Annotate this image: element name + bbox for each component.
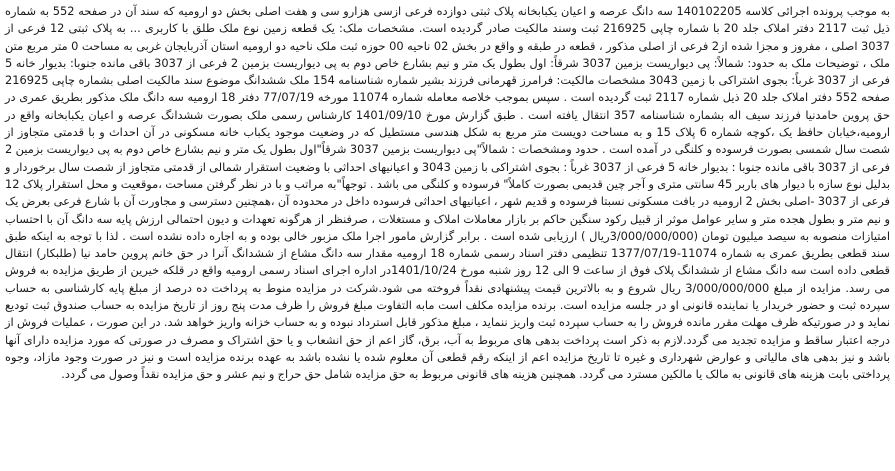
notice-body-text: به موجب پرونده اجرائی کلاسه 140102205 سه دانگ عرصه و اعیان یکبابخانه پلاک ثبتی دوازده فرعی ازسی هزارو سی و هفت اصلی بخش دو ارومیه که سند آن در صفحه 552 به شماره ذیل ثبت 2117 دفتر املاک جلد 20 با شماره چاپی 216925 ثبت وسند مالکیت صادر گردیده است. مشخصات ملک: یک قطعه زمین نوع ملک طلق با کاربری ... به پلاک ثبتی 12 فرعی از 3037 اصلی ، مفروز و مجزا شده از2 فرعی از اصلی مذکور ، قطعه در طبقه و واقع در بخش 02 ناحیه 00 حوزه ثبت ملک ناحیه دو ارومیه استان آذربایجان غربی به مساحت 0 متر مربع متن ملک ، توضیحات ملک به حدود: شمالاً: پی دیواریست بزمین 3037 شرقاً: اول بطول یک متر و نیم بشارع خاص دوم به پی دیواریست بزمین 2 فرعی از 3037 باقی مانده جنوبا: بدیوار خانه 5 فرعی از 3037 غرباً: بجوی اشتراکی با زمین 3043 مشخصات مالکیت: فرامرز قهرمانی فرزند بشیر شماره شناسنامه 154 ملک ششدانگ موضوع سند مالکیت اصلی بشماره چاپی 216925 صفحه 552 دفتر املاک جلد 20 ذیل شماره 2117 ثبت گردیده است . سپس بموجب خلاصه معامله شماره 11074 مورخه 77/07/19 دفتر 18 ارومیه سه دانگ ملک مذکور بطریق عمری در حق پروین حامدنیا فرزند سیف اله بشماره شناسنامه 357 انتقال یافته است . طبق گزارش مورخ 1401/09/10 کارشناس رسمی ملک بصورت ششدانگ عرصه و اعیان یکبابخانه واقع در ارومیه،خیابان حافظ یک ،کوچه شماره 6 پلاک 15 و به مساحت دویست متر مربع به شکل هندسی مستطیل که در وضعیت موجود یکباب خانه مسکونی در آن احداث و با قدمتی متجاوز از شصت سال شمسی بصورت فرسوده و کلنگی در آمده است . حدود ومشخصات : شمالاً"پی دیواریست بزمین 3037 شرقاً"اول بطول یک متر و نیم بشارع خاص دوم به پی دیواریست بزمین 2 فرعی از 3037 باقی مانده جنوبا : بدیوار خانه 5 فرعی از 3037 غرباً : بجوی اشتراکی با زمین 3043 و اعیانیهای احداثی با وضعیت استقرار شمالی از قدمتی متجاوز از شصت سال برخوردار و بدلیل نوع سازه با دیوار های باربر 45 سانتی متری و آجر چین قدیمی بصورت کاملاً" فرسوده و کلنگی می باشد . توجهاً"به مراتب و با در نظر گرفتن مساحت ،موقعیت و محل استقرار پلاک 12 فرعی از 3037 -اصلی بخش 2 ارومیه در بافت مسکونی نسبتا فرسوده و قدیم شهر ، اعیانیهای احداثی فرسوده داخل در محدوده آن ،همچنین دسترسی و مجاورت آن با شارع فرعی بعرض یک و نیم متر و بطول هجده متر و سایر عوامل موثر از قبیل رکود سنگین حاکم بر بازار معاملات املاک و مستغلات ، صرفنظر از هرگونه تعهدات و دیون احتمالی ارزش پایه سه دانگ آن با احتساب امتیازات منصوبه به سیصد میلیون تومان (3/000/000/000ریال ) ارزیابی شده است . برابر گزارش مامور اجرا ملک مزبور خالی بوده و به اجاره داده نشده است . لذا با توجه به اینکه طبق سند قطعی بطریق عمری به شماره 11074-1377/07/19 تنظیمی دفتر اسناد رسمی شماره 18 ارومیه مقدار سه دانگ مشاع از ششدانگ آنرا در حق خانم پروین حامد نیا (طلبکار) انتقال قطعی داده است سه دانگ مشاع از ششدانگ پلاک فوق از ساعت 9 الی 12 روز شنبه مورخ 1401/10/24در اداره اجرای اسناد رسمی ارومیه واقع در قلکه خیرین از طریق مزایده به فروش می رسد. مزایده از مبلغ 3/000/000/000 ریال شروع و به بالاترین قیمت پیشنهادی نقداً فروخته می شود.شرکت در مزایده منوط به پرداخت ده درصد از مبلغ پایه کارشناسی به حساب سپرده ثبت و حضور خریدار یا نماینده قانونی او در جلسه مزایده است. برنده مزایده مکلف است مابه التفاوت مبلغ فروش را ظرف مدت پنج روز از تاریخ مزایده به حساب صندوق ثبت تودیع نماید و در صورتیکه ظرف مهلت مقرر مانده فروش را به حساب سپرده ثبت واریز ننماید ، مبلغ مذکور قابل استرداد نبوده و به حساب خزانه واریز خواهد شد. در این صورت ، عملیات فروش از درجه اعتبار ساقط و مزایده تجدید می گردد.لازم به ذکر است پرداخت بدهی های مربوط به آب، برق، گاز اعم از حق انشعاب و یا حق اشتراک و مصرف در صورتی که مورد مزایده دارای آنها باشد و نیز بدهی های مالیاتی و عوارض شهرداری و غیره تا تاریخ مزایده اعم از اینکه رقم قطعی آن معلوم شده یا نشده باشد به عهده برنده مزایده است و نیز در صورت وجود مازاد، وجوه پرداختی بابت هزینه های قانونی به مالک یا مالکین مسترد می گردد. همچنین هزینه های قانونی مربوط به حق مزایده شامل حق حراج و نیم عشر و حق مزایده نقداً وصول می گردد. <box>5 4 891 382</box>
